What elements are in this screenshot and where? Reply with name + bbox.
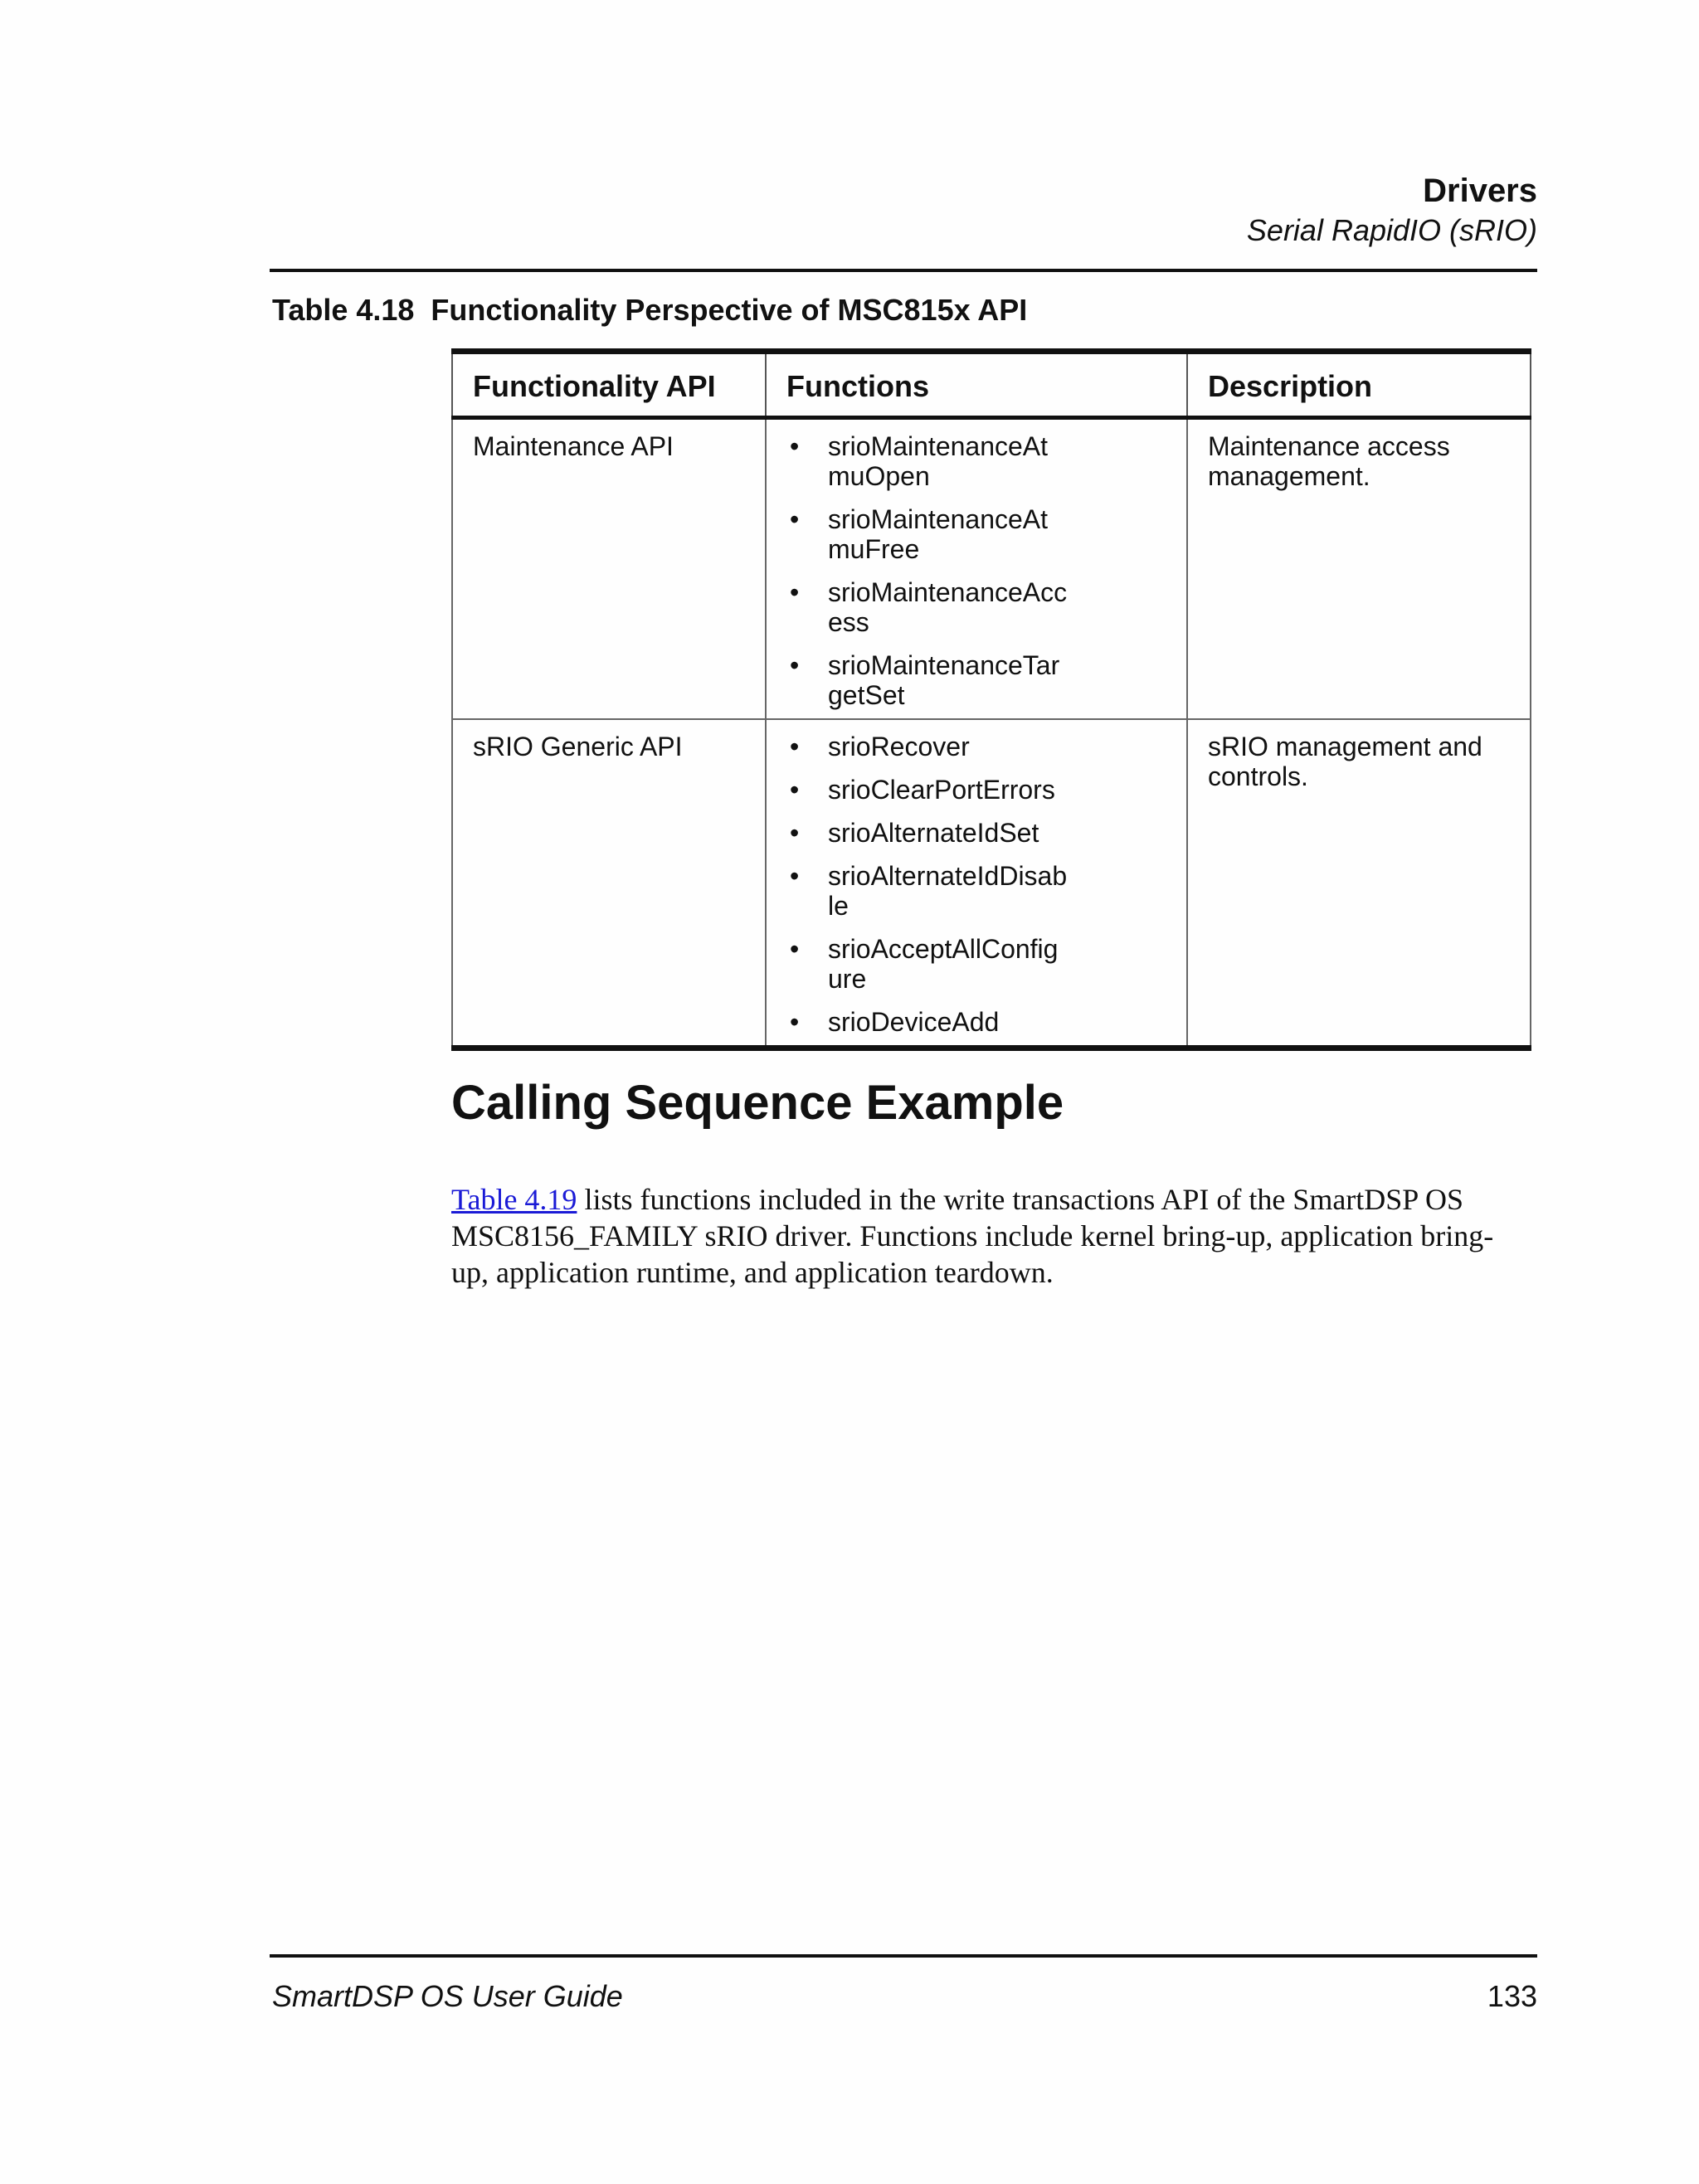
body-paragraph — [451, 1181, 1530, 1291]
table-row — [452, 719, 1531, 1048]
list-item: • srioMaintenanceAtmuFree — [786, 504, 1069, 564]
table-cell-functions — [766, 719, 1187, 1048]
table-row — [452, 418, 1531, 720]
column-header-description: Description — [1187, 352, 1531, 418]
header-rule — [270, 269, 1537, 272]
footer-rule — [270, 1954, 1537, 1958]
section-heading: Calling Sequence Example — [451, 1076, 1064, 1130]
list-item: • srioAlternateIdDisable — [786, 861, 1069, 921]
header-section-title: Serial RapidIO (sRIO) — [1246, 213, 1537, 247]
header-chapter-title: Drivers — [1423, 173, 1537, 209]
footer-guide-title: SmartDSP OS User Guide — [272, 1979, 623, 2013]
table-cell-functions — [766, 418, 1187, 720]
footer-page-number: 133 — [1487, 1979, 1537, 2013]
table-cell-description: Maintenance access management. — [1187, 418, 1531, 720]
function-list — [786, 732, 1166, 1037]
list-item: • srioRecover — [786, 732, 1069, 761]
list-item: • srioAlternateIdSet — [786, 818, 1069, 848]
column-header-functions: Functions — [766, 352, 1187, 418]
function-list — [786, 431, 1166, 710]
table-caption-number: Table 4.18 — [272, 293, 415, 327]
list-item: • srioMaintenanceAtmuOpen — [786, 431, 1069, 491]
table-caption — [272, 293, 1027, 328]
table-caption-title: Functionality Perspective of MSC815x API — [431, 293, 1028, 327]
table-cell-api: sRIO Generic API — [452, 719, 766, 1048]
body-paragraph-text: lists functions included in the write transactions API of the SmartDSP OS MSC8156_FAMILY sRIO driver. Functions include kernel bring-up, application bring-up, application runtime, and application teardown. — [451, 1183, 1494, 1289]
list-item: • srioClearPortErrors — [786, 775, 1069, 805]
table-cell-api: Maintenance API — [452, 418, 766, 720]
list-item: • srioMaintenanceTargetSet — [786, 650, 1069, 710]
column-header-functionality-api: Functionality API — [452, 352, 766, 418]
table-4-19-link[interactable]: Table 4.19 — [451, 1183, 577, 1216]
api-functionality-table — [451, 348, 1531, 1051]
list-item: • srioAcceptAllConfigure — [786, 934, 1069, 994]
list-item: • srioDeviceAdd — [786, 1007, 1069, 1037]
table-cell-description: sRIO management and controls. — [1187, 719, 1531, 1048]
list-item: • srioMaintenanceAccess — [786, 577, 1069, 637]
table-header-row — [452, 352, 1531, 418]
